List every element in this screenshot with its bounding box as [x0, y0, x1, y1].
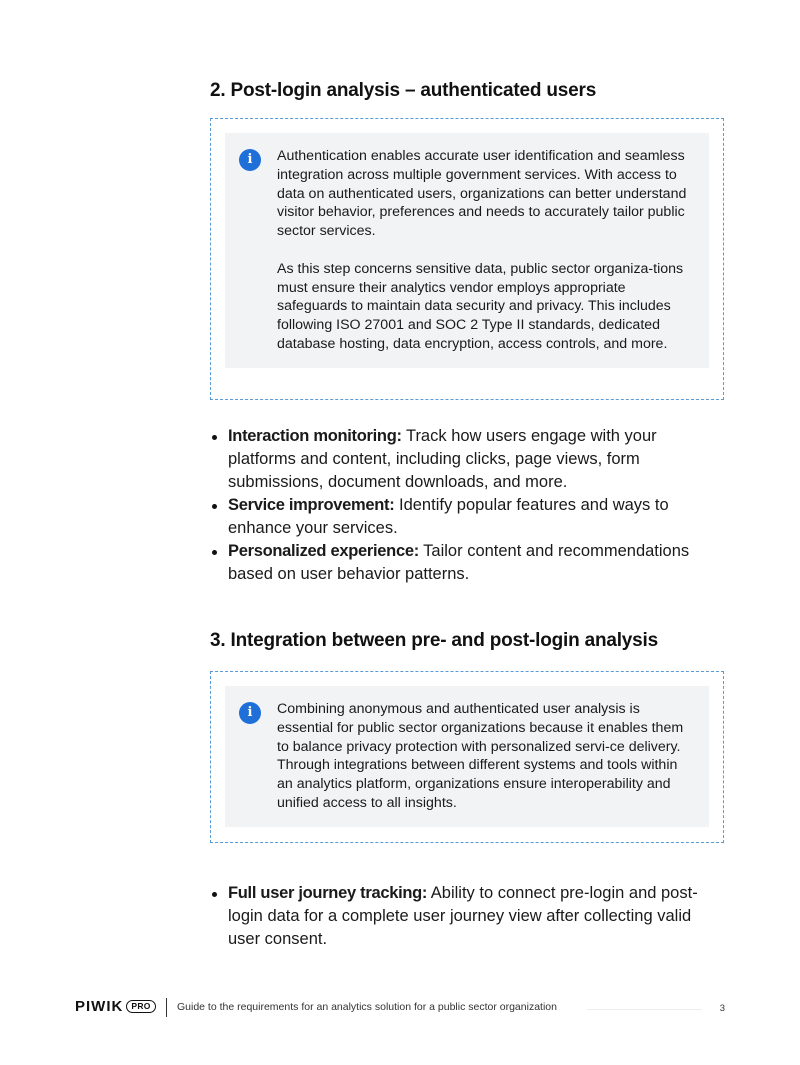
bullet-text: Ability to connect pre-login and post-login data for a complete user journey view after collecting valid user consent.	[228, 884, 698, 948]
bullet-text: Tailor content and recommendations based on user behavior patterns.	[228, 542, 690, 583]
footer-document-title: Guide to the requirements for an analytics solution for a public sector organization	[177, 1001, 557, 1013]
list-item	[210, 540, 710, 586]
footer-rule	[587, 1009, 702, 1010]
bullet-text: Track how users engage with your platforms and content, including clicks, page views, form submissions, document downloads, and more.	[228, 427, 657, 491]
callout-content	[225, 686, 709, 827]
list-item	[210, 494, 710, 540]
callout-box-integration	[210, 671, 724, 843]
callout-content	[225, 133, 709, 368]
section-title-post-login: 2. Post-login analysis – authenticated users	[210, 80, 597, 101]
piwik-pro-logo	[75, 998, 156, 1015]
list-item	[210, 882, 710, 951]
bullet-list-integration	[210, 882, 710, 951]
section-title-integration: 3. Integration between pre- and post-login analysis	[210, 630, 658, 651]
bullet-term: Service improvement:	[228, 496, 395, 514]
callout-paragraph: As this step concerns sensitive data, public sector organiza-tions must ensure their analytics vendor employs appropriate safeguards to maintain data security and privacy. This includes following ISO 27001 and SOC 2 Type II standards, dedicated database hosting, data encryption, access controls, and more.	[277, 260, 684, 352]
logo-badge: PRO	[126, 1000, 155, 1013]
bullet-term: Personalized experience:	[228, 542, 419, 560]
bullet-term: Full user journey tracking:	[228, 884, 428, 902]
footer-divider	[166, 998, 167, 1017]
logo-wordmark: PIWIK	[75, 998, 124, 1015]
info-icon: i	[239, 149, 261, 171]
callout-paragraph: Combining anonymous and authenticated user analysis is essential for public sector organizations because it enables them to balance privacy protection with personalized servi-ce delivery. Through integrations between different systems and tools within an analytics platform, organizations ensure interoperability and unified access to all insights.	[277, 701, 684, 811]
list-item	[210, 425, 710, 494]
page-footer	[75, 998, 730, 1018]
bullet-term: Interaction monitoring:	[228, 427, 402, 445]
bullet-text: Identify popular features and ways to enhance your services.	[228, 496, 669, 537]
callout-box-authentication	[210, 118, 724, 400]
page-number: 3	[719, 1003, 725, 1014]
info-icon: i	[239, 702, 261, 724]
callout-paragraph: Authentication enables accurate user identification and seamless integration across multiple government services. With access to data on authenticated users, organizations can better understand visitor behavior, preferences and needs to accurately tailor public sector services.	[277, 148, 687, 240]
bullet-list-post-login	[210, 425, 710, 586]
